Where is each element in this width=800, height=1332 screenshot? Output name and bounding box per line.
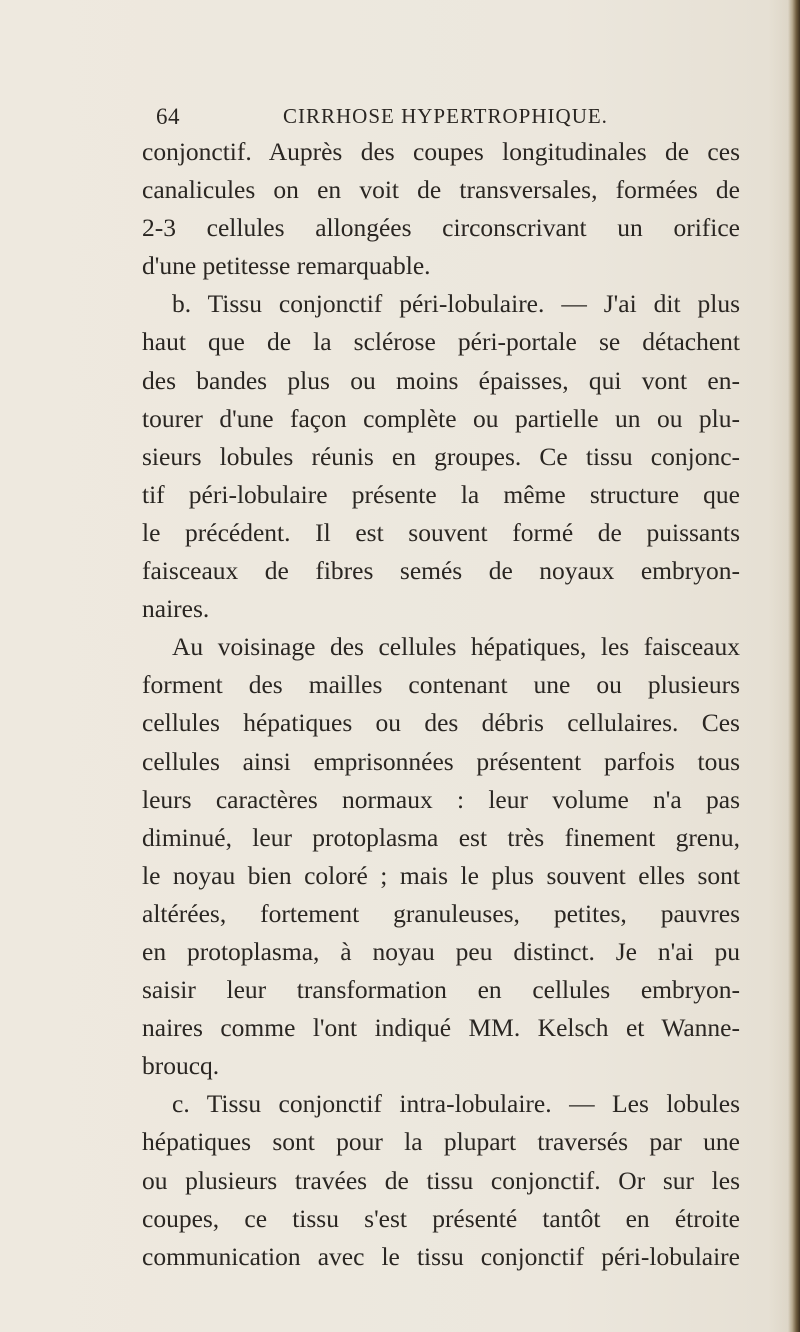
text-line: le noyau bien coloré ; mais le plus souvent elles sont	[142, 860, 740, 890]
text-line: forment des mailles contenant une ou plusieurs	[142, 670, 740, 700]
text-line: naires comme l'ont indiqué MM. Kelsch et Wanne-	[142, 1013, 740, 1043]
text-line: saisir leur transformation en cellules embryon-	[142, 975, 740, 1005]
text-line: naires.	[142, 594, 210, 624]
text-line: leurs caractères normaux : leur volume n'a pas	[142, 784, 740, 814]
text-line: cellules ainsi emprisonnées présentent parfois tous	[142, 746, 740, 776]
page-number: 64	[156, 104, 180, 129]
text-line: faisceaux de fibres semés de noyaux embryon-	[142, 556, 740, 586]
text-line: Au voisinage des cellules hépatiques, les faisceaux	[172, 632, 740, 662]
text-line: d'une petitesse remarquable.	[142, 251, 431, 281]
running-title: CIRRHOSE HYPERTROPHIQUE.	[283, 104, 608, 128]
text-line: diminué, leur protoplasma est très finement grenu,	[142, 822, 740, 852]
text-line: en protoplasma, à noyau peu distinct. Je n'ai pu	[142, 936, 740, 966]
text-line: hépatiques sont pour la plupart traversés par une	[142, 1127, 740, 1157]
text-line: b. Tissu conjonctif péri-lobulaire. — J'ai dit plus	[172, 289, 740, 319]
text-line: cellules hépatiques ou des débris cellulaires. Ces	[142, 708, 740, 738]
text-line: 2-3 cellules allongées circonscrivant un orifice	[142, 213, 740, 243]
text-line: canalicules on en voit de transversales, formées de	[142, 175, 740, 205]
text-line: broucq.	[142, 1051, 220, 1081]
body-text	[142, 133, 740, 1276]
text-line: des bandes plus ou moins épaisses, qui vont en-	[142, 365, 740, 395]
text-line: conjonctif. Auprès des coupes longitudinales de ces	[142, 137, 740, 166]
text-line: c. Tissu conjonctif intra-lobulaire. — Les lobules	[172, 1089, 740, 1119]
text-line: coupes, ce tissu s'est présenté tantôt en étroite	[142, 1203, 740, 1233]
text-line: ou plusieurs travées de tissu conjonctif. Or sur les	[142, 1165, 740, 1195]
text-line: le précédent. Il est souvent formé de puissants	[142, 517, 740, 547]
text-line: haut que de la sclérose péri-portale se détachent	[142, 327, 740, 357]
text-line: tourer d'une façon complète ou partielle un ou plu-	[142, 403, 740, 433]
text-line: tif péri-lobulaire présente la même structure que	[142, 479, 740, 509]
text-line: sieurs lobules réunis en groupes. Ce tissu conjonc-	[142, 441, 740, 471]
page-binding-edge	[788, 0, 800, 1332]
text-line: altérées, fortement granuleuses, petites, pauvres	[142, 898, 740, 928]
text-line: communication avec le tissu conjonctif péri-lobulaire	[142, 1241, 740, 1271]
page-header	[140, 104, 740, 134]
